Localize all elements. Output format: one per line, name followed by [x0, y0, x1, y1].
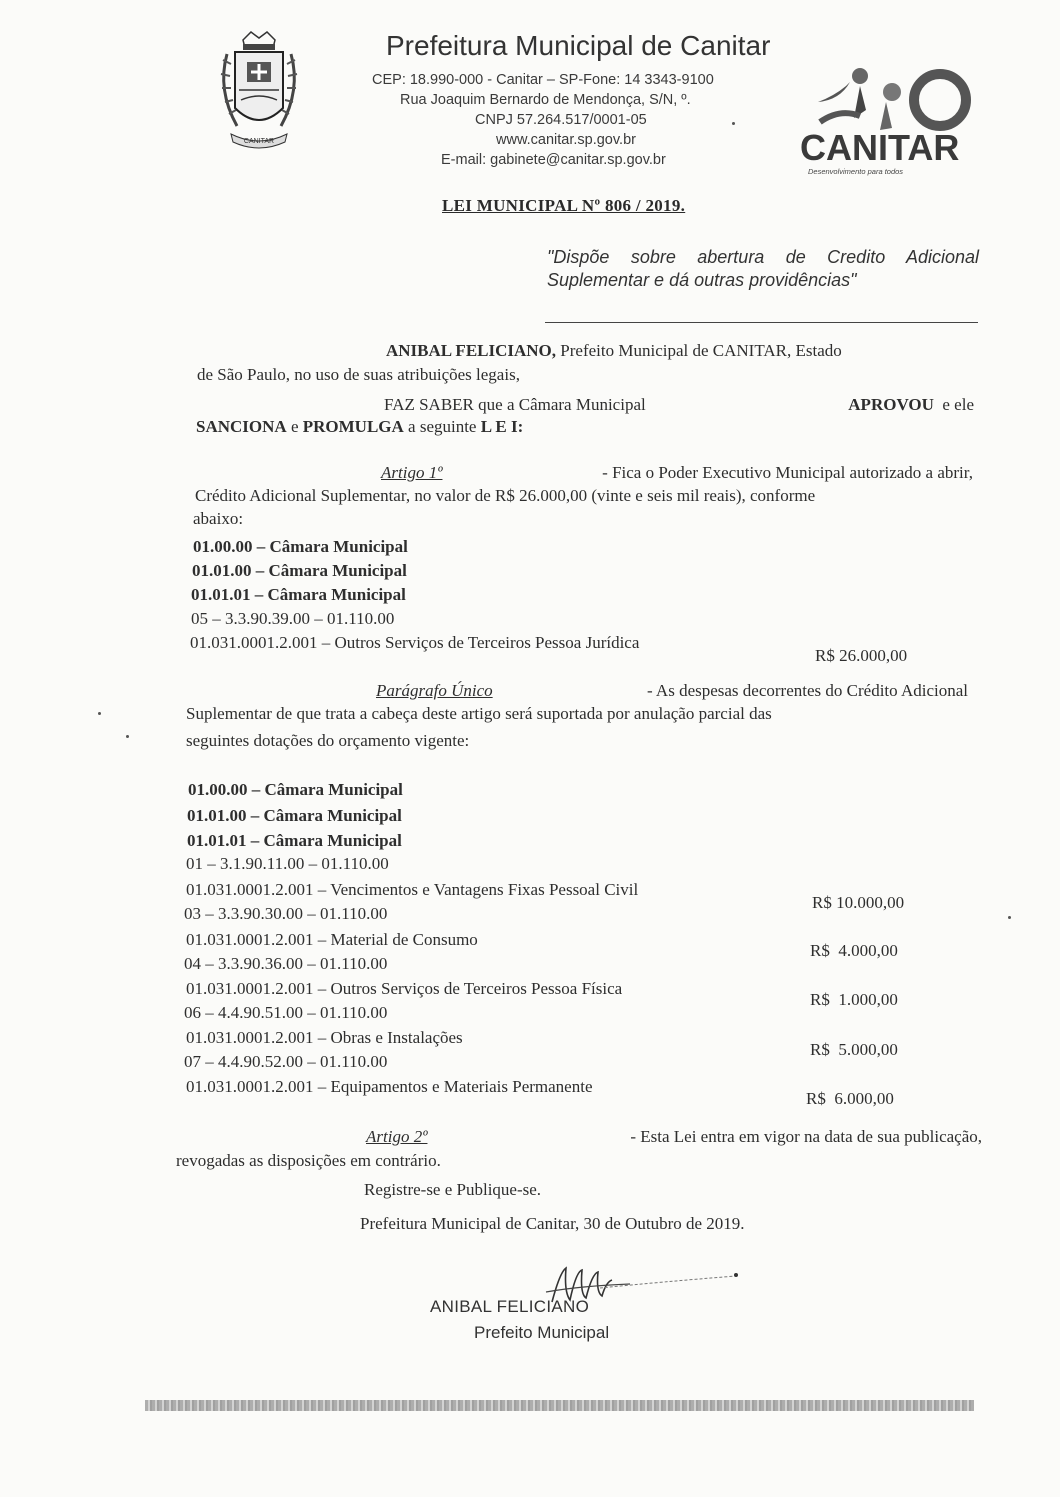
promulga-text: PROMULGA	[302, 417, 404, 436]
paragrafo-unit-1: 01.00.00 – Câmara Municipal	[188, 780, 403, 799]
header-email: E-mail: gabinete@canitar.sp.gov.br	[441, 152, 666, 168]
header-cep-phone: CEP: 18.990-000 - Canitar – SP-Fone: 14 3343-9100	[372, 72, 714, 88]
item-5-desc: 01.031.0001.2.001 – Equipamentos e Materiais Permanente	[186, 1077, 593, 1096]
mayor-name: ANIBAL FELICIANO,	[386, 341, 557, 360]
paragrafo-unit-2: 01.01.00 – Câmara Municipal	[187, 806, 402, 825]
item-5-value: R$ 6.000,00	[806, 1089, 894, 1108]
sanciona-text: SANCIONA	[196, 417, 287, 436]
paragrafo-text-1: - As despesas decorrentes do Crédito Adicional	[646, 681, 968, 700]
signatory-name: ANIBAL FELICIANO	[430, 1297, 590, 1316]
paragrafo-text-2: Suplementar de que trata a cabeça deste artigo será suportada por anulação parcial das	[186, 704, 772, 723]
artigo1-dotacao-code: 05 – 3.3.90.39.00 – 01.110.00	[191, 609, 395, 628]
scan-footer-bar	[145, 1400, 974, 1411]
artigo1-text-2: Crédito Adicional Suplementar, no valor de R$ 26.000,00 (vinte e seis mil reais), conforme	[195, 486, 816, 505]
item-1-value: R$ 10.000,00	[812, 893, 905, 912]
artigo2-text-2: revogadas as disposições em contrário.	[176, 1151, 441, 1170]
preamble-line-2: de São Paulo, no uso de suas atribuições legais,	[197, 365, 520, 384]
item-2-code: 03 – 3.3.90.30.00 – 01.110.00	[184, 904, 388, 923]
item-3-desc: 01.031.0001.2.001 – Outros Serviços de Terceiros Pessoa Física	[186, 979, 623, 998]
item-4-value: R$ 5.000,00	[810, 1040, 898, 1059]
artigo1-line-1	[381, 462, 973, 484]
item-1-desc: 01.031.0001.2.001 – Vencimentos e Vantagens Fixas Pessoal Civil	[186, 880, 639, 899]
e-ele-text: e ele	[942, 395, 974, 414]
ementa-rule	[545, 322, 978, 323]
item-3-code: 04 – 3.3.90.36.00 – 01.110.00	[184, 954, 388, 973]
svg-text:Desenvolvimento para todos: Desenvolvimento para todos	[808, 167, 904, 176]
paragrafo-text-3: seguintes dotações do orçamento vigente:	[186, 731, 470, 750]
law-ementa: "Dispõe sobre abertura de Credito Adicional Suplementar e dá outras providências"	[547, 247, 979, 290]
paragrafo-unit-3: 01.01.01 – Câmara Municipal	[187, 831, 402, 850]
header-website: www.canitar.sp.gov.br	[496, 132, 636, 148]
artigo1-label: Artigo 1º	[381, 463, 443, 482]
e-text: e	[290, 417, 299, 436]
scan-speck	[98, 712, 101, 715]
item-5-code: 07 – 4.4.90.52.00 – 01.110.00	[184, 1052, 388, 1071]
svg-text:CANITAR: CANITAR	[243, 138, 275, 145]
artigo1-text-3: abaixo:	[193, 509, 244, 528]
signatory-role: Prefeito Municipal	[474, 1323, 610, 1342]
law-title: LEI MUNICIPAL Nº 806 / 2019.	[442, 196, 686, 215]
lei-text: L E I:	[480, 417, 524, 436]
artigo2-line-1	[366, 1126, 982, 1148]
preamble-line-4	[196, 416, 523, 438]
preamble-line-1	[386, 340, 842, 362]
header-title: Prefeitura Municipal de Canitar	[386, 30, 771, 61]
item-1-code: 01 – 3.1.90.11.00 – 01.110.00	[186, 854, 389, 873]
scan-speck	[126, 735, 129, 738]
artigo2-label: Artigo 2º	[366, 1127, 428, 1146]
preamble-line-3	[384, 394, 974, 416]
artigo1-dotacao-desc: 01.031.0001.2.001 – Outros Serviços de Terceiros Pessoa Jurídica	[190, 633, 640, 652]
header-cnpj: CNPJ 57.264.517/0001-05	[475, 112, 647, 128]
scan-speck	[732, 122, 735, 125]
artigo1-unit-3: 01.01.01 – Câmara Municipal	[191, 585, 406, 604]
artigo2-text-1: - Esta Lei entra em vigor na data de sua publicação,	[630, 1127, 982, 1146]
artigo1-unit-1: 01.00.00 – Câmara Municipal	[193, 537, 408, 556]
header-address: Rua Joaquim Bernardo de Mendonça, S/N, º.	[400, 92, 691, 108]
scan-speck	[1008, 916, 1011, 919]
item-4-desc: 01.031.0001.2.001 – Obras e Instalações	[186, 1028, 463, 1047]
closing-place-date: Prefeitura Municipal de Canitar, 30 de Outubro de 2019.	[360, 1214, 745, 1233]
aprovou-text: APROVOU	[848, 395, 934, 414]
a-seguinte-text: a seguinte	[408, 417, 477, 436]
item-2-desc: 01.031.0001.2.001 – Material de Consumo	[186, 930, 478, 949]
faz-saber-text: FAZ SABER que a Câmara Municipal	[384, 395, 646, 414]
canitar-logo	[800, 60, 975, 180]
preamble-line-1-rest: Prefeito Municipal de CANITAR, Estado	[560, 341, 842, 360]
coat-of-arms-seal	[213, 30, 305, 152]
item-2-value: R$ 4.000,00	[810, 941, 898, 960]
item-4-code: 06 – 4.4.90.51.00 – 01.110.00	[184, 1003, 388, 1022]
closing-registre: Registre-se e Publique-se.	[364, 1180, 542, 1199]
paragrafo-label: Parágrafo Único	[376, 681, 493, 700]
paragrafo-line-1	[376, 680, 968, 702]
artigo1-unit-2: 01.01.00 – Câmara Municipal	[192, 561, 407, 580]
svg-text:CANITAR: CANITAR	[800, 127, 960, 168]
item-3-value: R$ 1.000,00	[810, 990, 898, 1009]
artigo1-text-1: - Fica o Poder Executivo Municipal autorizado a abrir,	[602, 463, 973, 482]
artigo1-dotacao-value: R$ 26.000,00	[815, 646, 908, 665]
